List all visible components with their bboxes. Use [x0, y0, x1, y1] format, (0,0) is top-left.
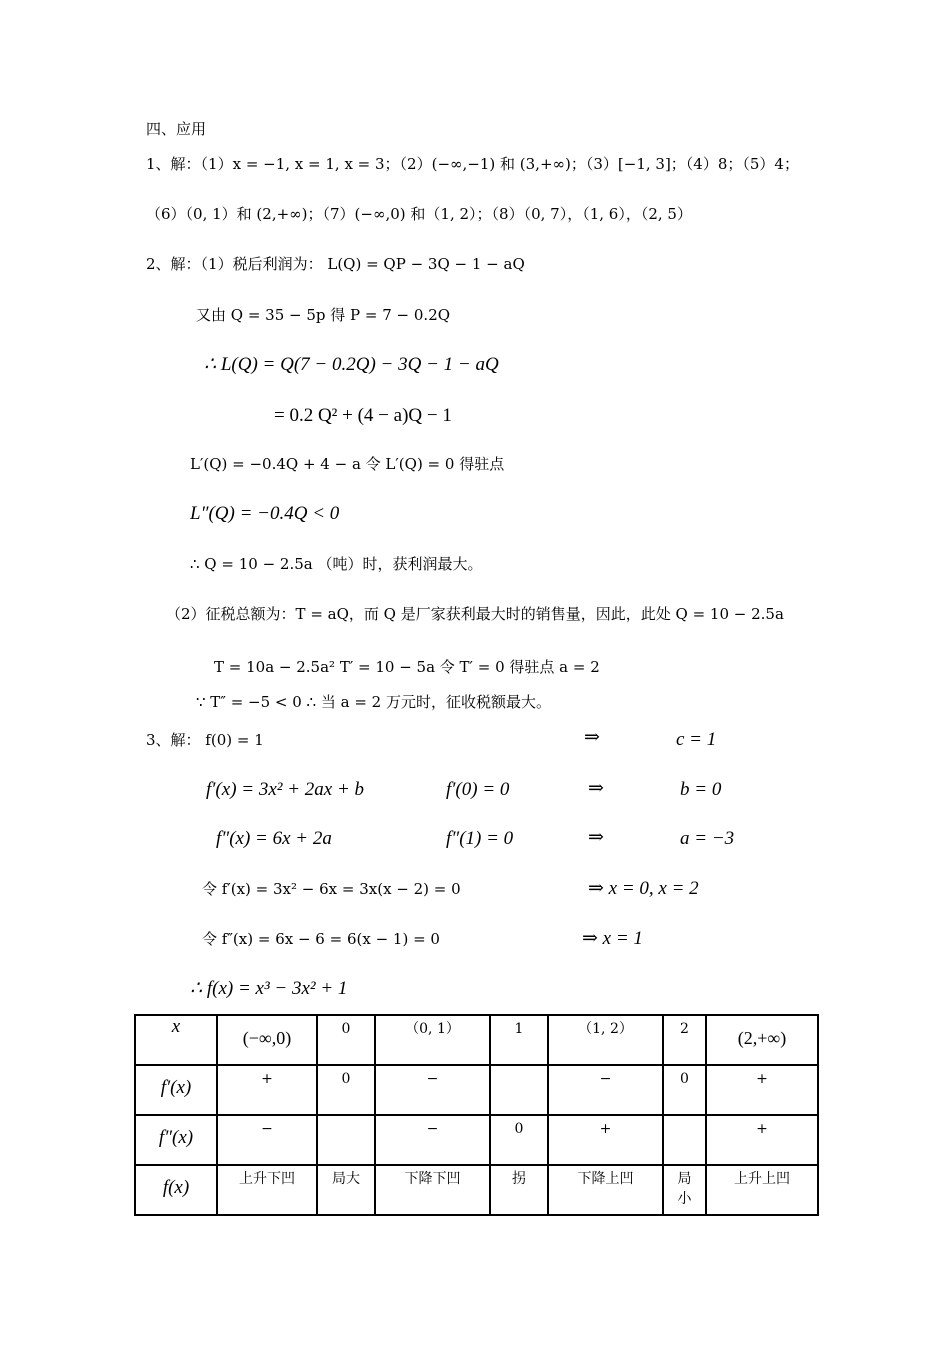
table-cell: f″(x) — [135, 1115, 217, 1165]
table-cell: x — [135, 1015, 217, 1065]
result-c: c = 1 — [676, 729, 717, 750]
table-cell: − — [217, 1115, 317, 1165]
table-cell: f(x) — [135, 1165, 217, 1215]
table-row — [135, 1065, 818, 1115]
table-row — [135, 1115, 818, 1165]
solution-2-line-9: T = 10a − 2.5a² T′ = 10 − 5a 令 T′ = 0 得驻点 a = 2 — [214, 658, 600, 676]
result-inflection-point: ⇒ x = 1 — [582, 928, 643, 949]
table-cell: 1 — [490, 1015, 548, 1065]
solution-3-line-1: 3、解： f(0) = 1 — [146, 731, 264, 749]
table-cell: + — [217, 1065, 317, 1115]
table-cell: 0 — [317, 1015, 375, 1065]
solution-3-line-4: 令 f′(x) = 3x² − 6x = 3x(x − 2) = 0 — [202, 880, 461, 898]
table-cell: + — [548, 1115, 663, 1165]
solution-1-line-2: （6）（0, 1）和 (2,+∞)；（7）(−∞,0) 和（1, 2）；（8）（0, 7），（1, 6），（2, 5） — [146, 205, 692, 223]
monotonicity-table — [134, 1014, 819, 1216]
solution-2-line-8: （2）征税总额为：T = aQ，而 Q 是厂家获利最大时的销售量，因此，此处 Q = 10 − 2.5a — [166, 605, 784, 623]
table-cell: 局小 — [663, 1165, 706, 1215]
solution-2-line-4: = 0.2 Q² + (4 − a)Q − 1 — [274, 405, 452, 426]
table-cell: (2,+∞) — [706, 1015, 818, 1065]
table-cell: 拐 — [490, 1165, 548, 1215]
solution-2-line-3: ∴ L(Q) = Q(7 − 0.2Q) − 3Q − 1 − aQ — [204, 354, 499, 375]
table-cell: 0 — [663, 1065, 706, 1115]
table-cell — [663, 1115, 706, 1165]
table-cell: + — [706, 1115, 818, 1165]
table-row — [135, 1165, 818, 1215]
implies-arrow: ⇒ — [588, 778, 604, 799]
solution-3-line-2: f′(x) = 3x² + 2ax + b — [206, 779, 365, 800]
table-row — [135, 1015, 818, 1065]
condition-f-double-prime-1: f″(1) = 0 — [446, 828, 514, 849]
table-cell — [317, 1115, 375, 1165]
table-cell: (−∞,0) — [217, 1015, 317, 1065]
solution-2-line-10: ∵ T″ = −5 < 0 ∴ 当 a = 2 万元时，征收税额最大。 — [196, 693, 551, 711]
table-cell: （0, 1） — [375, 1015, 490, 1065]
result-b: b = 0 — [680, 779, 722, 800]
table-cell: − — [548, 1065, 663, 1115]
section-heading: 四、应用 — [146, 120, 207, 138]
table-cell: （1, 2） — [548, 1015, 663, 1065]
solution-2-line-5: L′(Q) = −0.4Q + 4 − a 令 L′(Q) = 0 得驻点 — [190, 455, 505, 473]
table-cell: − — [375, 1065, 490, 1115]
table-cell: 下降下凹 — [375, 1165, 490, 1215]
result-stationary-points: ⇒ x = 0, x = 2 — [588, 878, 699, 899]
table-cell: 0 — [490, 1115, 548, 1165]
implies-arrow: ⇒ — [584, 727, 600, 748]
solution-1-line-1: 1、解：（1）x = −1, x = 1, x = 3；（2）(−∞,−1) 和 (3,+∞)；（3）[−1, 3]；（4）8；（5）4； — [146, 155, 799, 173]
table-cell: f′(x) — [135, 1065, 217, 1115]
table-cell: − — [375, 1115, 490, 1165]
table-cell — [490, 1065, 548, 1115]
table-cell: 上升下凹 — [217, 1165, 317, 1215]
solution-2-line-1: 2、解：（1）税后利润为： L(Q) = QP − 3Q − 1 − aQ — [146, 255, 525, 273]
table-cell: 局大 — [317, 1165, 375, 1215]
implies-arrow: ⇒ — [588, 827, 604, 848]
table-cell: 下降上凹 — [548, 1165, 663, 1215]
result-a: a = −3 — [680, 828, 735, 849]
table-cell: + — [706, 1065, 818, 1115]
solution-2-line-2: 又由 Q = 35 − 5p 得 P = 7 − 0.2Q — [196, 306, 451, 324]
table-cell: 2 — [663, 1015, 706, 1065]
solution-3-line-5: 令 f″(x) = 6x − 6 = 6(x − 1) = 0 — [202, 930, 440, 948]
solution-2-line-6: L″(Q) = −0.4Q < 0 — [190, 503, 340, 524]
condition-f-prime-0: f′(0) = 0 — [446, 779, 510, 800]
table-cell: 上升上凹 — [706, 1165, 818, 1215]
solution-2-line-7: ∴ Q = 10 − 2.5a （吨）时，获利润最大。 — [190, 555, 483, 573]
solution-3-line-3: f″(x) = 6x + 2a — [216, 828, 332, 849]
table-cell: 0 — [317, 1065, 375, 1115]
solution-3-line-6: ∴ f(x) = x³ − 3x² + 1 — [190, 978, 348, 999]
